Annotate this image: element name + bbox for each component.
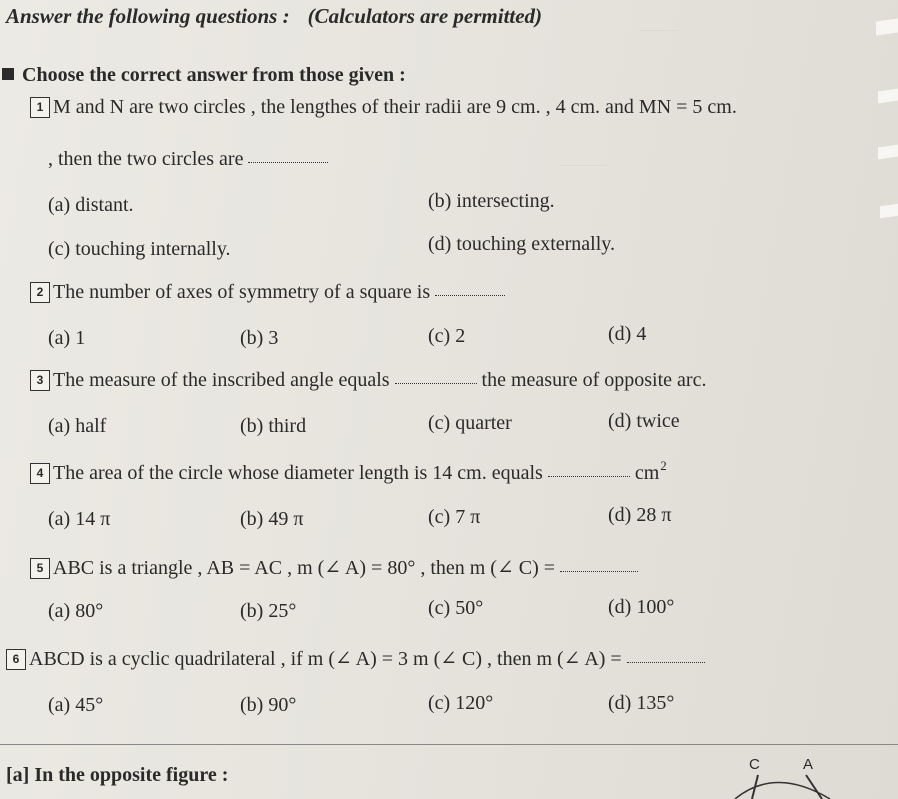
question-number: 3 <box>30 370 50 391</box>
bleed-through-mark: ‾‾‾‾‾‾‾‾‾‾ <box>560 165 607 180</box>
question-4-text <box>30 458 667 485</box>
q3-option-c: (c) quarter <box>428 412 512 434</box>
page-header <box>6 4 542 29</box>
question-stem-end: the measure of opposite arc. <box>481 369 707 391</box>
part-a-heading: [a] In the opposite figure : <box>6 764 229 786</box>
page-fold <box>878 145 898 160</box>
section-divider <box>0 744 898 745</box>
q2-option-d: (d) 4 <box>608 323 647 345</box>
answer-blank <box>435 283 505 296</box>
q5-option-c: (c) 50° <box>428 597 484 619</box>
q1-option-c: (c) touching internally. <box>48 238 231 260</box>
q3-option-d: (d) twice <box>608 410 680 432</box>
q5-option-a: (a) 80° <box>48 600 104 622</box>
section-title: Choose the correct answer from those given : <box>22 64 406 86</box>
q1-option-b: (b) intersecting. <box>428 190 555 212</box>
answer-blank <box>548 464 630 477</box>
page-fold <box>876 18 898 35</box>
question-stem-continued: , then the two circles are <box>48 148 244 170</box>
question-1-continuation <box>48 148 328 171</box>
question-1-text <box>30 96 737 119</box>
figure-label-a: A <box>803 756 814 773</box>
question-5-text <box>30 555 638 580</box>
q1-option-a: (a) distant. <box>48 194 134 216</box>
q2-option-b: (b) 3 <box>240 327 279 349</box>
q5-option-b: (b) 25° <box>240 600 297 622</box>
header-instruction: Answer the following questions : <box>6 4 290 28</box>
header-note: (Calculators are permitted) <box>307 4 543 28</box>
partial-circle-figure <box>730 770 840 799</box>
question-number: 5 <box>30 558 50 579</box>
question-number: 1 <box>30 97 50 118</box>
q6-option-d: (d) 135° <box>608 692 675 714</box>
q2-option-c: (c) 2 <box>428 325 466 347</box>
q4-option-a: (a) 14 π <box>48 508 111 530</box>
answer-unit: cm <box>634 462 660 484</box>
question-number: 6 <box>6 649 26 670</box>
question-6-text <box>6 646 705 671</box>
question-stem: The measure of the inscribed angle equals <box>53 369 390 391</box>
question-number: 2 <box>30 282 50 303</box>
question-stem: The number of axes of symmetry of a square is <box>53 281 431 303</box>
page-fold <box>880 204 898 219</box>
q3-option-a: (a) half <box>48 415 107 437</box>
q6-option-b: (b) 90° <box>240 694 297 716</box>
q5-option-d: (d) 100° <box>608 596 675 618</box>
answer-blank <box>627 650 705 663</box>
section-bullet-icon <box>2 68 14 80</box>
q3-option-b: (b) third <box>240 415 307 437</box>
question-3-text <box>30 369 706 392</box>
figure-label-c: C <box>749 756 760 773</box>
answer-blank <box>248 150 328 163</box>
q4-option-b: (b) 49 π <box>240 508 304 530</box>
question-stem: ABC is a triangle , AB = AC , m (∠ A) = 80° , then m (∠ C) = <box>53 557 556 579</box>
question-stem: M and N are two circles , the lengthes of their radii are 9 cm. , 4 cm. and MN = 5 cm. <box>53 96 737 118</box>
question-stem: ABCD is a cyclic quadrilateral , if m (∠ A) = 3 m (∠ C) , then m (∠ A) = <box>29 648 622 670</box>
q1-option-d: (d) touching externally. <box>428 233 615 255</box>
question-2-text <box>30 281 505 304</box>
page-fold <box>878 89 898 104</box>
q4-option-d: (d) 28 π <box>608 504 672 526</box>
answer-blank <box>395 371 477 384</box>
q2-option-a: (a) 1 <box>48 327 86 349</box>
q6-option-c: (c) 120° <box>428 692 494 714</box>
question-stem: The area of the circle whose diameter length is 14 cm. equals <box>53 462 543 484</box>
bleed-through-mark: ‾‾‾‾‾‾‾‾ <box>640 30 678 45</box>
question-number: 4 <box>30 463 50 484</box>
answer-unit-exponent: 2 <box>660 458 667 473</box>
answer-blank <box>560 559 638 572</box>
q4-option-c: (c) 7 π <box>428 506 481 528</box>
q6-option-a: (a) 45° <box>48 694 104 716</box>
